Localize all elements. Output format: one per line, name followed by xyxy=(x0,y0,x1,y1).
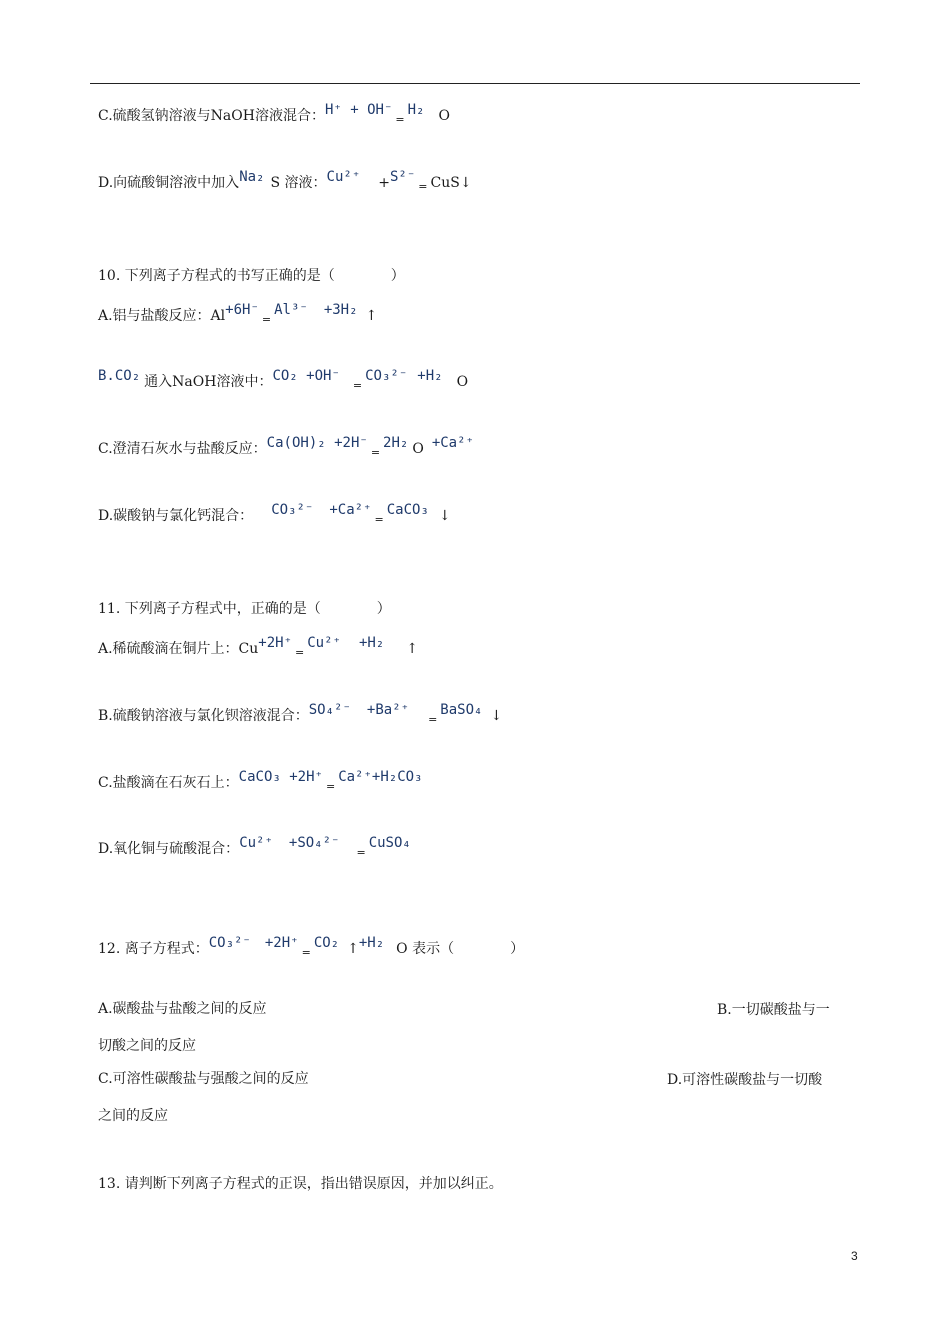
q11-option-a xyxy=(98,635,418,660)
formula-part: O xyxy=(412,441,424,457)
formula: CO₃²⁻ xyxy=(208,935,251,951)
option-label: B.硫酸钠溶液与氯化钡溶液混合： xyxy=(98,708,309,724)
formula: H⁺ + OH⁻ xyxy=(324,102,393,118)
option-label: A.铝与盐酸反应：Al xyxy=(98,308,226,324)
formula: CaCO₃ xyxy=(386,502,429,518)
equals-sign: = xyxy=(356,846,366,859)
formula: Ca(OH)₂ +2H⁻ xyxy=(266,435,368,451)
q12-option-d-continued: 之间的反应 xyxy=(98,1108,168,1124)
formula: CO₃²⁻ xyxy=(365,368,408,384)
formula: +2H⁺ xyxy=(264,935,299,951)
option-text: 通入NaOH溶液中： xyxy=(144,374,273,390)
q12-option-b: B.一切碳酸盐与一 xyxy=(717,1002,830,1018)
option-label: B.CO₂ xyxy=(98,368,141,384)
q12-option-c: C.可溶性碳酸盐与强酸之间的反应 xyxy=(98,1071,309,1087)
q12-option-b-continued: 切酸之间的反应 xyxy=(98,1038,196,1054)
gas-arrow: ↑ xyxy=(365,308,378,324)
formula: CuSO₄ xyxy=(368,835,411,851)
formula: +H₂ xyxy=(417,368,443,384)
formula-part: O xyxy=(456,374,469,390)
q11-option-c xyxy=(98,769,423,794)
formula: Cu²⁺ xyxy=(307,635,341,651)
formula: 2H₂ xyxy=(383,435,409,451)
formula: CO₃²⁻ xyxy=(271,502,314,518)
equals-sign: = xyxy=(370,446,381,459)
equals-sign: = xyxy=(374,513,384,526)
formula: CaCO₃ +2H⁺ xyxy=(238,769,323,785)
q12-option-a: A.碳酸盐与盐酸之间的反应 xyxy=(98,1001,267,1017)
formula: +H₂ xyxy=(358,935,385,951)
equals-sign: = xyxy=(418,180,428,193)
option-label: C.澄清石灰水与盐酸反应： xyxy=(98,441,267,457)
formula: +Ca²⁺ xyxy=(431,435,474,451)
q10-option-c xyxy=(98,435,474,460)
equals-sign: = xyxy=(395,113,405,126)
option-label: C.盐酸滴在石灰石上： xyxy=(98,775,239,791)
formula: BaSO₄ xyxy=(440,702,483,718)
formula: +SO₄²⁻ xyxy=(288,835,340,851)
formula: Ca²⁺+H₂CO₃ xyxy=(338,769,423,785)
formula: +6H⁻ xyxy=(225,302,259,318)
formula: +Ba²⁺ xyxy=(366,702,410,718)
option-label: D.碳酸钠与氯化钙混合： xyxy=(98,508,254,524)
precipitate-arrow: ↓ xyxy=(490,708,503,724)
gas-arrow: ↑ xyxy=(406,641,418,657)
header-rule xyxy=(90,83,860,84)
equals-sign: = xyxy=(261,313,272,326)
option-label: A.稀硫酸滴在铜片上：Cu xyxy=(98,641,259,657)
equals-sign: = xyxy=(301,946,311,959)
question-tail: O 表示（ ） xyxy=(396,941,525,957)
formula: Cu²⁺ xyxy=(326,169,361,185)
formula: +3H₂ xyxy=(323,302,358,318)
q10-option-a xyxy=(98,302,378,327)
option-label: D.氧化铜与硫酸混合： xyxy=(98,841,240,857)
formula: H₂ xyxy=(407,102,425,118)
page-number: 3 xyxy=(851,1249,858,1263)
equals-sign: = xyxy=(295,646,305,659)
formula: CO₂ +OH⁻ xyxy=(272,368,340,384)
formula: Na₂ xyxy=(239,169,265,185)
equals-sign: = xyxy=(325,780,336,793)
q12-stem xyxy=(98,935,525,960)
equals-sign: = xyxy=(352,379,363,392)
q9-option-d xyxy=(98,169,472,194)
equals-sign: = xyxy=(428,713,438,726)
option-label: C.硫酸氢钠溶液与NaOH溶液混合： xyxy=(98,108,325,124)
formula: +Ca²⁺ xyxy=(329,502,372,518)
formula-part: O xyxy=(438,108,450,124)
question-label: 12. 离子方程式： xyxy=(98,941,209,957)
q9-option-c xyxy=(98,102,450,127)
option-label: D.向硫酸铜溶液中加入 xyxy=(98,175,240,191)
formula: +2H⁺ xyxy=(258,635,293,651)
formula: +H₂ xyxy=(358,635,385,651)
q10-option-b xyxy=(98,368,469,393)
option-text: S 溶液： xyxy=(270,175,327,191)
plus-sign: + xyxy=(378,175,390,191)
formula-part: CuS↓ xyxy=(430,175,472,191)
formula: S²⁻ xyxy=(389,169,416,185)
q10-stem: 10. 下列离子方程式的书写正确的是（ ） xyxy=(98,268,405,284)
formula: SO₄²⁻ xyxy=(308,702,351,718)
q11-option-d xyxy=(98,835,411,860)
q10-option-d xyxy=(98,502,451,527)
formula: CO₂ xyxy=(313,935,340,951)
q11-option-b xyxy=(98,702,503,727)
formula: Al³⁻ xyxy=(274,302,308,318)
precipitate-arrow: ↓ xyxy=(438,508,451,524)
q12-option-d: D.可溶性碳酸盐与一切酸 xyxy=(667,1072,823,1088)
formula: Cu²⁺ xyxy=(239,835,273,851)
gas-arrow: ↑ xyxy=(347,941,359,957)
q11-stem: 11. 下列离子方程式中，正确的是（ ） xyxy=(98,601,391,617)
q13-stem: 13. 请判断下列离子方程式的正误，指出错误原因，并加以纠正。 xyxy=(98,1176,503,1192)
